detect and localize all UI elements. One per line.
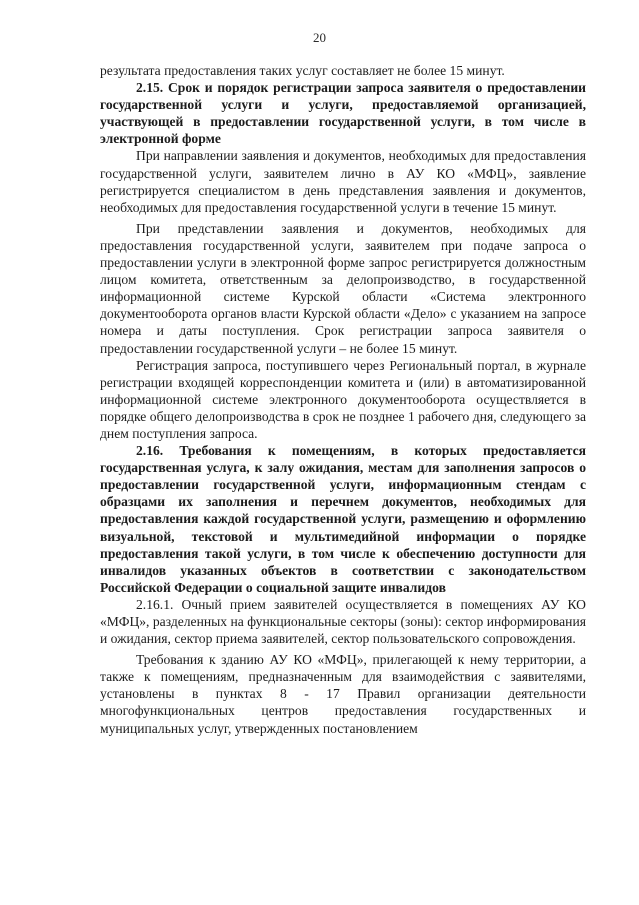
document-body: [100, 62, 586, 737]
page-number: 20: [313, 30, 326, 45]
paragraph-registration-electronic: При представлении заявления и документов, необходимых для предоставления государственной услуги, заявителем при подаче запроса о предоставлении услуги в электронной форме запрос регистрируется должностным лицом комитета, ответственным за делопроизводство, в государственной информационной системе Курской области «Система электронного документооборота органов власти Курской области «Дело» с указанием на запросе номера и даты поступления. Срок регистрации запроса заявителя о предоставлении государственной услуги – не более 15 минут.: [100, 220, 586, 356]
section-heading-2-16: 2.16. Требования к помещениям, в которых предоставляется государственная услуга, к залу ожидания, местам для заполнения запросов о предоставлении государственной услуги, информационным стендам с образцами их заполнения и перечнем документов, необходимых для предоставления каждой государственной услуги, размещению и оформлению визуальной, текстовой и мультимедийной информации о порядке предоставления такой услуги, в том числе к обеспечению доступности для инвалидов указанных объектов в соответствии с законодательством Российской Федерации о социальной защите инвалидов: [100, 443, 586, 595]
paragraph-2-16-1: 2.16.1. Очный прием заявителей осуществляется в помещениях АУ КО «МФЦ», разделенных на функциональные секторы (зоны): сектор информирования и ожидания, сектор приема заявителей, сектор пользовательского сопровождения.: [100, 596, 586, 647]
section-heading-2-15: 2.15. Срок и порядок регистрации запроса заявителя о предоставлении государственной услуги и услуги, предоставляемой организацией, участвующей в предоставлении государственной услуги, в том числе в электронной форме: [100, 80, 586, 147]
paragraph-registration-in-person: При направлении заявления и документов, необходимых для предоставления государственной услуги, заявителем лично в АУ КО «МФЦ», заявление регистрируется специалистом в день представления заявления и документов, необходимых для предоставления государственной услуги в течение 15 минут.: [100, 148, 586, 215]
paragraph-building-requirements: Требования к зданию АУ КО «МФЦ», прилегающей к нему территории, а также к помещениям, предназначенным для взаимодействия с заявителями, установлены в пунктах 8 - 17 Правил организации деятельности многофункциональных центров предоставления государственных и муниципальных услуг, утвержденных постановлением: [100, 652, 586, 736]
paragraph-registration-regional-portal: Регистрация запроса, поступившего через Региональный портал, в журнале регистрации входящей корреспонденции комитета и (или) в автоматизированной информационной системе электронного документооборота осуществляется в порядке общего делопроизводства в срок не позднее 1 рабочего дня, следующего за днем поступления запроса.: [100, 357, 586, 441]
paragraph-continuation: результата предоставления таких услуг составляет не более 15 минут.: [100, 63, 505, 78]
